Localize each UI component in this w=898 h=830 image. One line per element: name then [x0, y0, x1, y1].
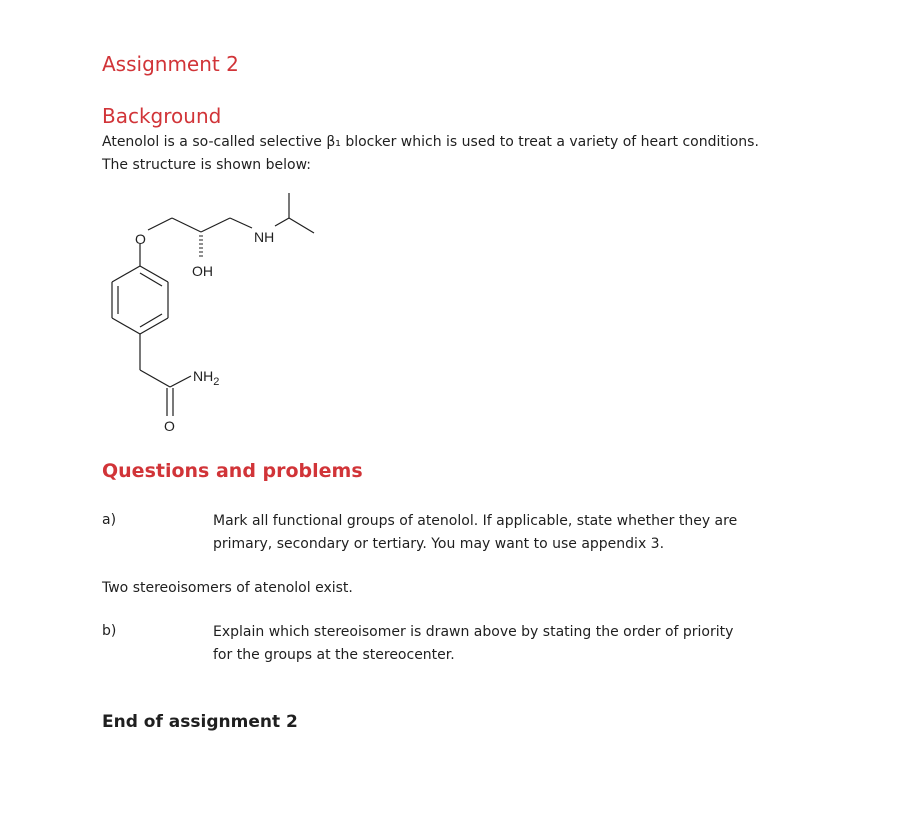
atenolol-structure: [90, 180, 350, 445]
atom-o-ether: O: [135, 231, 146, 247]
atom-nh: NH: [254, 229, 275, 245]
question-a-line-2: primary, secondary or tertiary. You may want to use appendix 3.: [213, 536, 665, 552]
atom-nh2: [193, 368, 219, 388]
atom-oh: OH: [192, 263, 213, 279]
atom-nh2-n: NH: [193, 368, 214, 384]
atom-o-carbonyl: O: [164, 418, 175, 434]
question-b-line-1: Explain which stereoisomer is drawn above by stating the order of priority: [213, 624, 734, 640]
background-line-2: The structure is shown below:: [102, 157, 311, 173]
question-b-label: b): [102, 623, 117, 639]
background-heading: Background: [102, 104, 222, 128]
atom-nh2-subscript: 2: [213, 376, 220, 388]
intermission-text: Two stereoisomers of atenolol exist.: [102, 580, 353, 596]
stereo-hash-bond: [199, 236, 203, 256]
assignment-title: Assignment 2: [102, 52, 239, 76]
question-a-line-1: Mark all functional groups of atenolol. If applicable, state whether they are: [213, 513, 738, 529]
question-a-label: a): [102, 512, 117, 528]
question-b-line-2: for the groups at the stereocenter.: [213, 647, 455, 663]
end-of-assignment: End of assignment 2: [102, 712, 298, 732]
background-line-1: Atenolol is a so-called selective β₁ blocker which is used to treat a variety of heart conditions.: [102, 134, 759, 150]
questions-heading: Questions and problems: [102, 460, 363, 482]
